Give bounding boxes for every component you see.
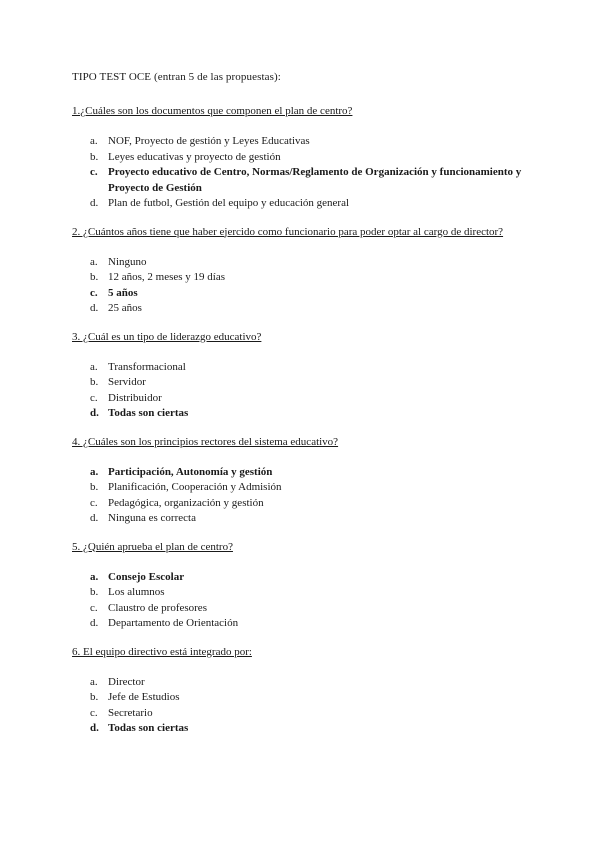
option-text: Servidor <box>108 376 146 388</box>
option-letter: b. <box>90 481 99 493</box>
document-heading: TIPO TEST OCE (entran 5 de las propuestas): <box>72 71 281 83</box>
option-letter: d. <box>90 722 99 734</box>
question-1-options <box>72 134 542 212</box>
option-text: Pedagógica, organización y gestión <box>108 496 264 509</box>
option-4b <box>72 480 542 496</box>
option-letter: c. <box>90 496 98 509</box>
option-1a <box>72 134 542 150</box>
option-letter: b. <box>90 376 99 388</box>
question-3-options <box>72 360 542 422</box>
option-text: Transformacional <box>108 360 186 373</box>
option-4a-correct <box>72 465 542 481</box>
question-5-options <box>72 570 542 632</box>
option-3d-correct <box>72 406 542 422</box>
option-text: Participación, Autonomía y gestión <box>108 465 273 478</box>
option-letter: c. <box>90 706 98 719</box>
question-4-text: 4. ¿Cuáles son los principios rectores del sistema educativo? <box>72 435 339 448</box>
option-letter: c. <box>90 166 98 178</box>
question-6 <box>72 645 542 737</box>
question-2-options <box>72 255 542 317</box>
question-4-options <box>72 465 542 527</box>
option-text: Todas son ciertas <box>108 722 189 734</box>
option-1b <box>72 150 542 166</box>
document-page <box>72 70 542 747</box>
option-4d <box>72 511 542 527</box>
option-letter: a. <box>90 135 98 147</box>
option-3c <box>72 391 542 407</box>
option-text: Ninguno <box>108 255 147 268</box>
question-5 <box>72 540 542 632</box>
option-text: Ninguna es correcta <box>108 512 196 524</box>
option-letter: c. <box>90 601 98 614</box>
option-text: Proyecto educativo de Centro, Normas/Reglamento de Organización y funcionamiento y Proyecto de Gestión <box>108 166 522 194</box>
option-letter: d. <box>90 617 99 629</box>
option-text: Jefe de Estudios <box>108 691 180 703</box>
question-3 <box>72 330 542 422</box>
option-letter: a. <box>90 675 98 688</box>
option-letter: a. <box>90 465 99 478</box>
question-5-text: 5. ¿Quién aprueba el plan de centro? <box>72 540 233 553</box>
option-text: Leyes educativas y proyecto de gestión <box>108 150 281 163</box>
option-text: Todas son ciertas <box>108 407 189 419</box>
question-4 <box>72 435 542 527</box>
option-text: NOF, Proyecto de gestión y Leyes Educativas <box>108 135 310 147</box>
option-text: Departamento de Orientación <box>108 617 239 629</box>
option-6d-correct <box>72 721 542 737</box>
option-letter: d. <box>90 512 99 524</box>
option-text: Distribuidor <box>108 391 162 404</box>
option-text: 25 años <box>108 302 142 314</box>
option-letter: d. <box>90 302 99 314</box>
option-4c <box>72 496 542 512</box>
option-letter: c. <box>90 286 98 299</box>
option-5a-correct <box>72 570 542 586</box>
option-letter: b. <box>90 691 99 703</box>
option-1c-correct <box>72 165 542 196</box>
option-3b <box>72 375 542 391</box>
option-2d <box>72 301 542 317</box>
option-2a <box>72 255 542 271</box>
option-6a <box>72 675 542 691</box>
option-letter: b. <box>90 150 99 163</box>
option-1d <box>72 196 542 212</box>
question-1-text: 1.¿Cuáles son los documentos que componen el plan de centro? <box>72 105 353 117</box>
option-3a <box>72 360 542 376</box>
option-5b <box>72 585 542 601</box>
option-letter: a. <box>90 255 98 268</box>
option-text: Claustro de profesores <box>108 601 207 614</box>
option-text: 12 años, 2 meses y 19 días <box>108 271 226 283</box>
option-letter: b. <box>90 271 99 283</box>
question-6-options <box>72 675 542 737</box>
option-text: 5 años <box>108 286 138 299</box>
option-text: Secretario <box>108 706 153 719</box>
question-3-text: 3. ¿Cuál es un tipo de liderazgo educativo? <box>72 330 262 343</box>
option-6c <box>72 706 542 722</box>
option-2b <box>72 270 542 286</box>
question-2 <box>72 225 542 317</box>
option-letter: b. <box>90 586 99 598</box>
option-5c <box>72 601 542 617</box>
option-letter: a. <box>90 360 98 373</box>
question-1 <box>72 104 542 212</box>
option-text: Plan de futbol, Gestión del equipo y educación general <box>108 197 350 209</box>
option-2c-correct <box>72 286 542 302</box>
option-5d <box>72 616 542 632</box>
option-6b <box>72 690 542 706</box>
option-text: Consejo Escolar <box>108 570 185 583</box>
question-6-text: 6. El equipo directivo está integrado por: <box>72 645 252 658</box>
question-2-text: 2. ¿Cuántos años tiene que haber ejercido como funcionario para poder optar al cargo de director? <box>72 225 504 238</box>
option-text: Los alumnos <box>108 586 165 598</box>
option-text: Director <box>108 675 145 688</box>
option-letter: a. <box>90 570 99 583</box>
option-text: Planificación, Cooperación y Admisión <box>108 481 282 493</box>
option-letter: d. <box>90 407 99 419</box>
option-letter: c. <box>90 391 98 404</box>
option-letter: d. <box>90 197 99 209</box>
